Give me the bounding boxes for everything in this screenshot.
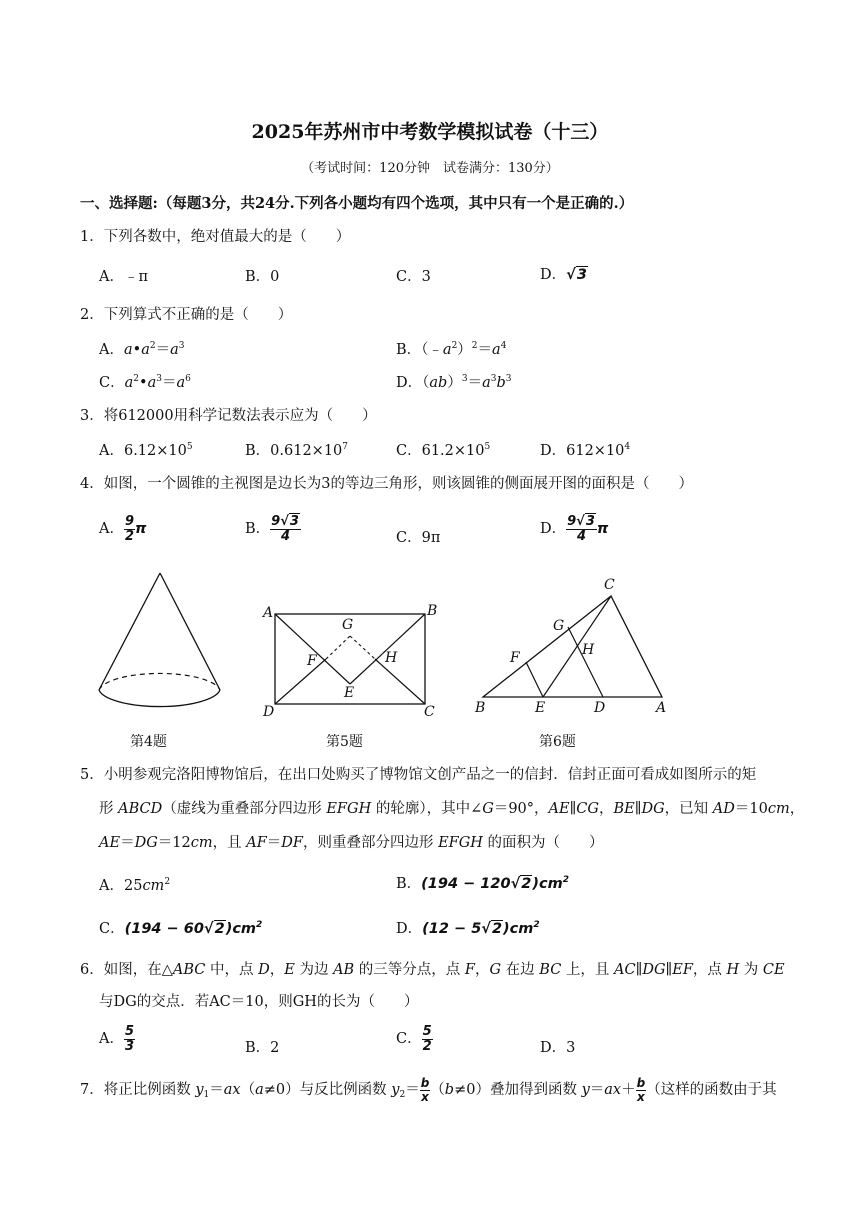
fig5-label-g: G: [342, 617, 354, 633]
q6-option-c: C． $\frac{5}{2}$: [396, 1024, 432, 1054]
figure-5-envelope: [258, 598, 443, 720]
q1-option-c: C．3: [396, 269, 431, 285]
fig5-label-h: H: [385, 650, 398, 666]
q5-option-c: C．$(194 - 60√2)cm^2$: [99, 920, 263, 937]
fig6-label-g: G: [553, 618, 565, 634]
fig5-label-e: E: [344, 685, 355, 701]
q3-option-b: B．$0.612\times 10^7$: [245, 442, 349, 459]
fig6-label-d: D: [594, 700, 606, 716]
question-1-stem: 1．下列各数中，绝对值最大的是（ ）: [80, 229, 351, 245]
fig6-label-a: A: [656, 700, 667, 716]
figure-4-cone: [90, 565, 230, 720]
q4-option-c: C．9π: [396, 530, 441, 546]
question-3-stem: 3．将612000用科学记数法表示应为（ ）: [80, 408, 377, 424]
q2-option-a: A．$a•a^2=a^3$: [99, 341, 185, 358]
fig6-label-f: F: [510, 650, 520, 666]
fig5-label-f: F: [307, 653, 317, 669]
fig5-label-d: D: [263, 704, 275, 720]
q2-option-d: D．$(ab)^3=a^3b^3$: [396, 374, 512, 391]
q6-option-d: D．3: [540, 1040, 576, 1056]
fig5-label-a: A: [263, 605, 274, 621]
fig5-label-c: C: [424, 704, 435, 720]
q3-option-c: C．$61.2\times 10^5$: [396, 442, 491, 459]
fig6-label-c: C: [604, 577, 615, 593]
figure-6-triangle: [468, 575, 678, 720]
q1-option-a: A．﹣π: [99, 269, 149, 285]
q4-option-a: A． $\frac{9}{2}$ π: [99, 514, 147, 544]
figure-5-caption: 第5题: [326, 734, 363, 750]
q5-option-d: D．$(12 - 5√2)cm^2$: [396, 920, 540, 937]
question-4-stem: 4．如图，一个圆锥的主视图是边长为3的等边三角形，则该圆锥的侧面展开图的面积是（ ）: [80, 476, 693, 492]
q2-option-b: B．$(﹣a^2)^2=a^4$: [396, 341, 507, 358]
q4-option-d: D． $\frac{9√3}{4}$ π: [540, 514, 609, 544]
question-5-line-1: 5．小明参观完洛阳博物馆后，在出口处购买了博物馆文创产品之一的信封．信封正面可看成如图所示的矩: [80, 767, 757, 783]
fig6-label-b: B: [475, 700, 486, 716]
page-title: 2025年苏州市中考数学模拟试卷（十三）: [251, 121, 609, 143]
fig6-label-e: E: [535, 700, 546, 716]
q6-option-b: B．2: [245, 1040, 280, 1056]
q4-option-b: B． $\frac{9√3}{4}$: [245, 514, 299, 544]
section-heading: 一、选择题:（每题3分，共24分.下列各小题均有四个选项，其中只有一个是正确的.）: [80, 195, 634, 212]
fig6-label-h: H: [582, 642, 595, 658]
q5-option-b: B．$(194 - 120√2)cm^2$: [396, 875, 569, 892]
q1-option-b: B．0: [245, 269, 280, 285]
q5-option-a: A．$25cm^2$: [99, 877, 171, 894]
fig5-label-b: B: [427, 603, 438, 619]
question-5-line-2: 形 ABCD（虚线为重叠部分四边形 EFGH 的轮廓），其中∠G＝90°，AE∥CG，BE∥DG，已知 AD＝10cm，: [99, 801, 805, 817]
q6-option-a: A． $\frac{5}{3}$: [99, 1024, 135, 1054]
q2-option-c: C．$a^2•a^3=a^6$: [99, 374, 191, 391]
question-7-line-1: 7．将正比例函数 $y_1=ax(a\ne 0)$与反比例函数 $y_2=$ $\frac{b}{x}$ （b≠0）叠加得到函数 y＝ax＋ $\frac{b}{x}$ （这样的函数由于其: [80, 1076, 777, 1104]
question-2-stem: 2．下列算式不正确的是（ ）: [80, 307, 293, 323]
question-6-line-1: 6．如图，在△ABC 中，点 D，E 为边 AB 的三等分点，点 F，G 在边 BC 上，且 AC∥DG∥EF，点 H 为 CE: [80, 962, 785, 978]
q3-option-d: D．$612\times 10^4$: [540, 442, 631, 459]
exam-info: （考试时间：120分钟 试卷满分：130分）: [301, 161, 559, 176]
q3-option-a: A．$6.12\times 10^5$: [99, 442, 193, 459]
question-6-line-2: 与DG的交点．若AC＝10，则GH的长为（ ）: [99, 994, 419, 1010]
figure-4-caption: 第4题: [130, 734, 167, 750]
figure-6-caption: 第6题: [539, 734, 576, 750]
q1-option-d: D．√3: [540, 267, 587, 283]
question-5-line-3: AE＝DG＝12cm，且 AF＝DF，则重叠部分四边形 EFGH 的面积为（ ）: [99, 835, 604, 851]
